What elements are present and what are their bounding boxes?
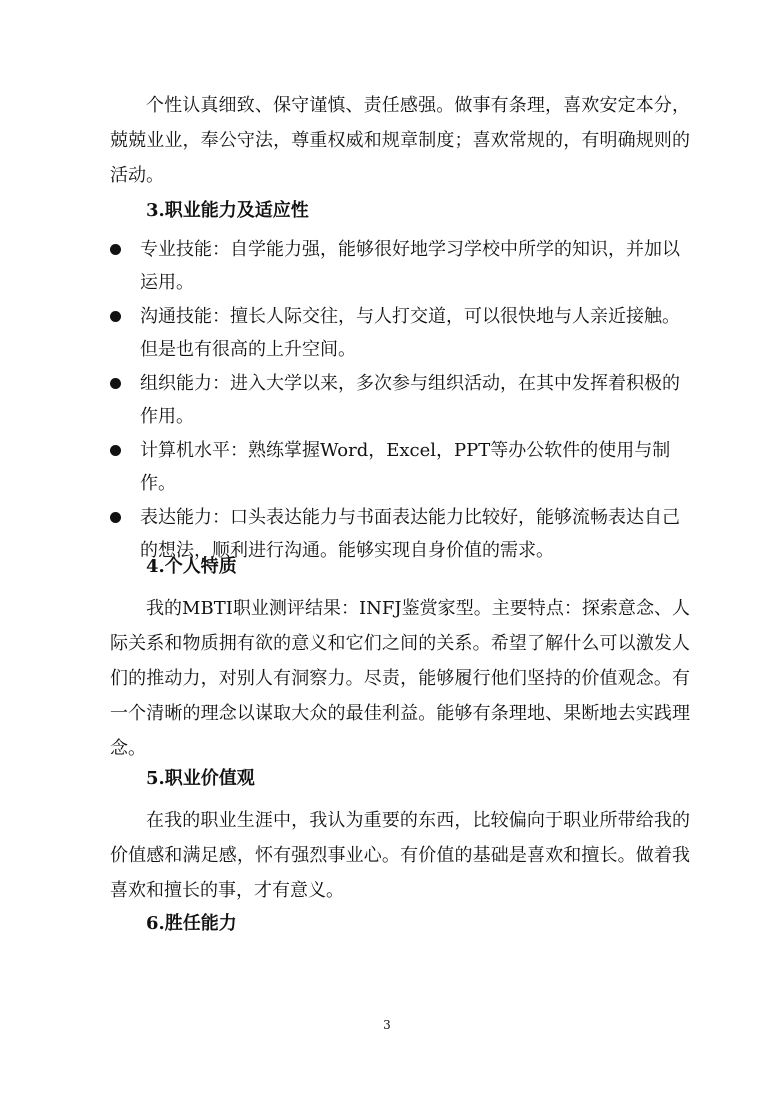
bullet-icon: [110, 378, 121, 389]
bullet-icon: [110, 311, 121, 322]
list-item: [106, 300, 696, 366]
list-item: [106, 434, 696, 500]
heading-career-ability: 3.职业能力及适应性: [146, 200, 309, 221]
bullet-icon: [110, 445, 121, 456]
list-item: [106, 233, 696, 299]
heading-competency: 6.胜任能力: [146, 913, 237, 934]
heading-personal-traits: 4.个人特质: [146, 556, 237, 577]
list-item-text: 表达能力：口头表达能力与书面表达能力比较好，能够流畅表达自己的想法，顺利进行沟通。能够实现自身价值的需求。: [140, 507, 680, 561]
ability-list: [106, 233, 696, 568]
heading-career-values: 5.职业价值观: [146, 768, 255, 789]
paragraph-mbti: 我的MBTI职业测评结果：INFJ鉴赏家型。主要特点：探索意念、人际关系和物质拥有欲的意义和它们之间的关系。希望了解什么可以激发人们的推动力，对别人有洞察力。尽责，能够履行他们坚持的价值观念。有一个清晰的理念以谋取大众的最佳利益。能够有条理地、果断地去实践理念。: [110, 598, 690, 759]
bullet-icon: [110, 244, 121, 255]
list-item-text: 专业技能：自学能力强，能够很好地学习学校中所学的知识，并加以运用。: [140, 239, 680, 293]
bullet-icon: [110, 512, 121, 523]
list-item-text: 沟通技能：擅长人际交往，与人打交道，可以很快地与人亲近接触。但是也有很高的上升空间。: [140, 306, 680, 360]
list-item-text: 计算机水平：熟练掌握Word，Excel，PPT等办公软件的使用与制作。: [140, 440, 671, 494]
paragraph-values: 在我的职业生涯中，我认为重要的东西，比较偏向于职业所带给我的价值感和满足感，怀有强烈事业心。有价值的基础是喜欢和擅长。做着我喜欢和擅长的事，才有意义。: [110, 810, 690, 901]
list-item-text: 组织能力：进入大学以来，多次参与组织活动，在其中发挥着积极的作用。: [140, 373, 680, 427]
page-number: 3: [383, 1018, 391, 1032]
list-item: [106, 367, 696, 433]
paragraph-personality: 个性认真细致、保守谨慎、责任感强。做事有条理，喜欢安定本分，兢兢业业，奉公守法，尊重权威和规章制度；喜欢常规的，有明确规则的活动。: [110, 95, 690, 186]
